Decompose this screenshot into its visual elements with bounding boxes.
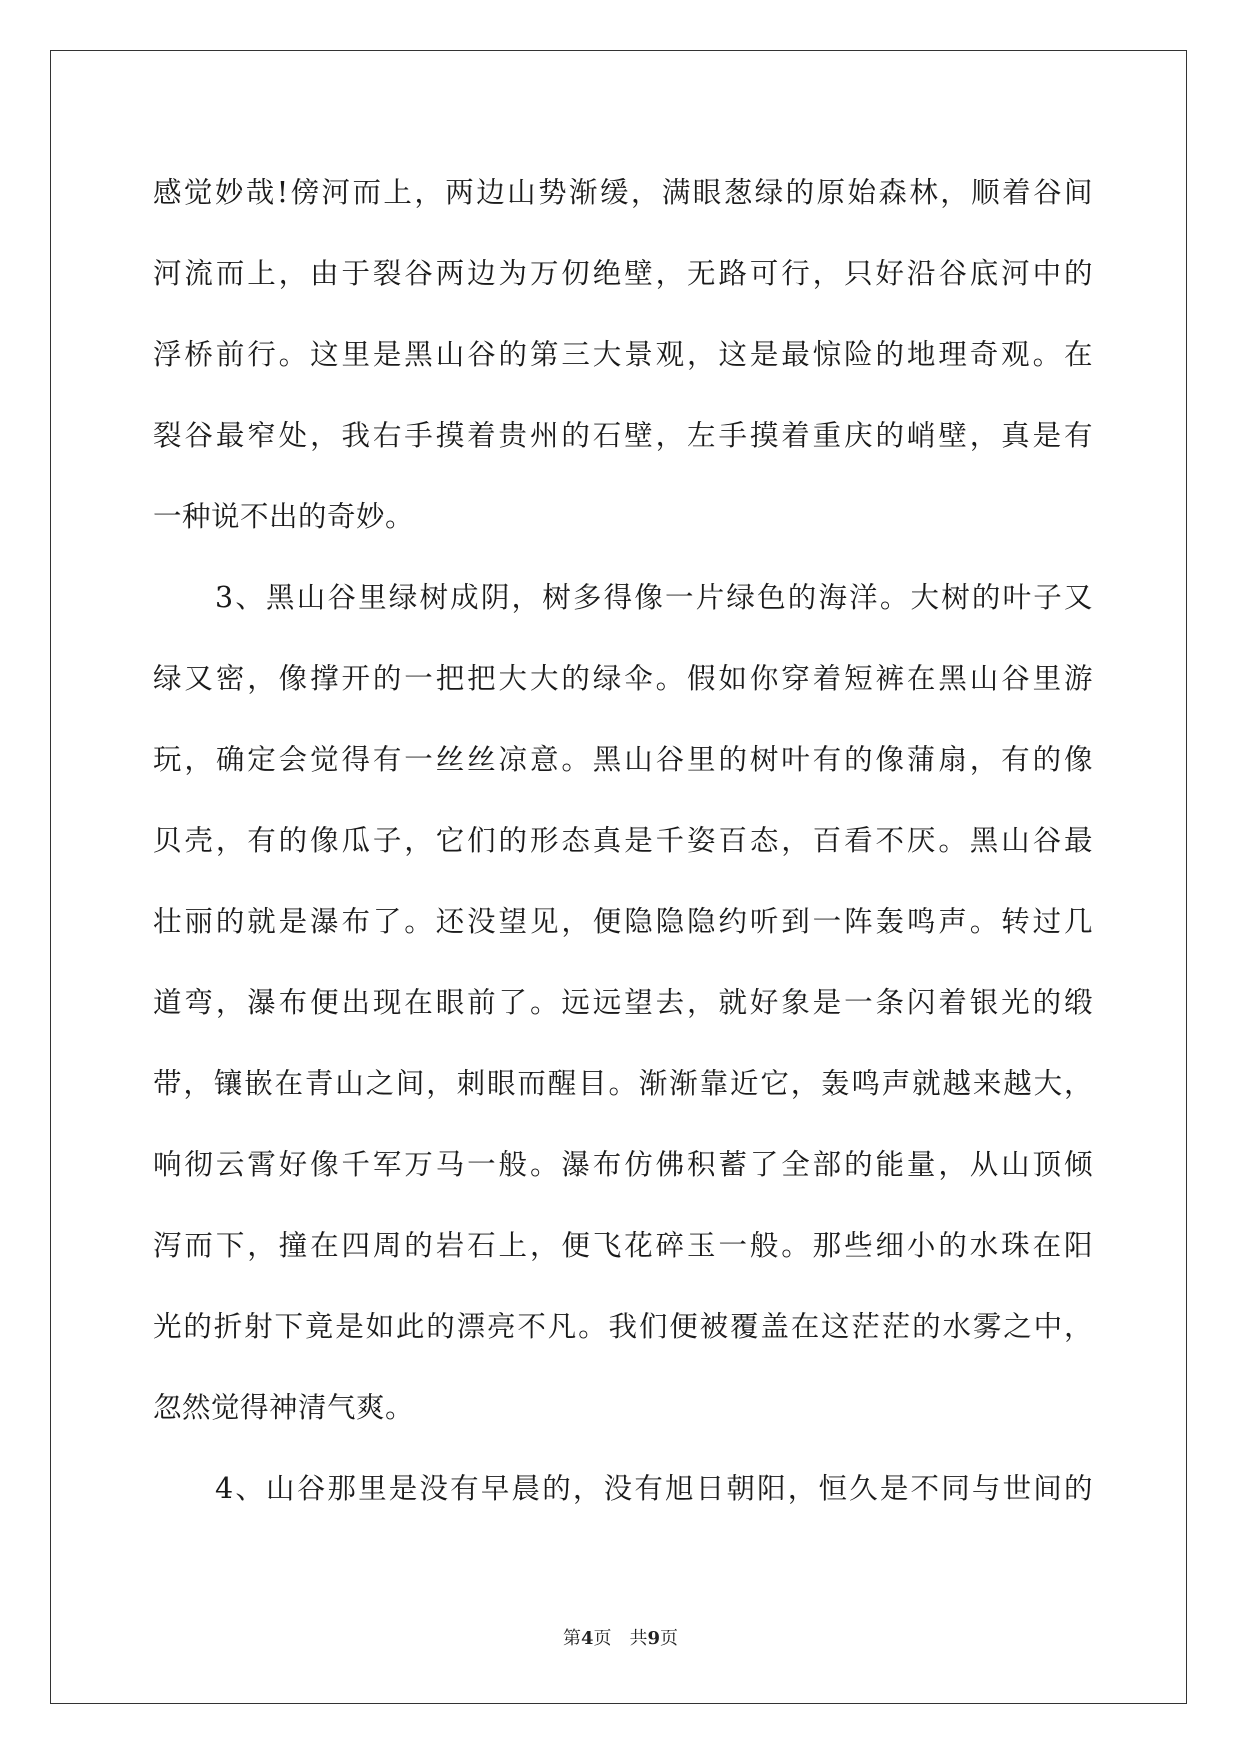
page-suffix: 页	[593, 1628, 612, 1649]
total-prefix: 共	[629, 1628, 648, 1649]
text-line: 绿又密，像撑开的一把把大大的绿伞。假如你穿着短裤在黑山谷里游	[153, 662, 1093, 695]
paragraph-start-line: 4、山谷那里是没有早晨的，没有旭日朝阳，恒久是不同与世间的	[215, 1472, 1093, 1505]
text-line: 响彻云霄好像千军万马一般。瀑布仿佛积蓄了全部的能量，从山顶倾	[153, 1148, 1093, 1181]
text-line: 感觉妙哉!傍河而上，两边山势渐缓，满眼葱绿的原始森林，顺着谷间	[153, 176, 1093, 209]
text-line: 泻而下，撞在四周的岩石上，便飞花碎玉一般。那些细小的水珠在阳	[153, 1229, 1093, 1262]
text-line: 浮桥前行。这里是黑山谷的第三大景观，这是最惊险的地理奇观。在	[153, 338, 1093, 371]
text-line: 壮丽的就是瀑布了。还没望见，便隐隐隐约听到一阵轰鸣声。转过几	[153, 905, 1093, 938]
text-line: 带，镶嵌在青山之间，刺眼而醒目。渐渐靠近它，轰鸣声就越来越大，	[153, 1067, 1093, 1100]
text-line: 道弯，瀑布便出现在眼前了。远远望去，就好象是一条闪着银光的缎	[153, 986, 1093, 1019]
text-line: 贝壳，有的像瓜子，它们的形态真是千姿百态，百看不厌。黑山谷最	[153, 824, 1093, 857]
text-line: 忽然觉得神清气爽。	[153, 1391, 415, 1424]
text-line: 玩，确定会觉得有一丝丝凉意。黑山谷里的树叶有的像蒲扇，有的像	[153, 743, 1093, 776]
text-line: 裂谷最窄处，我右手摸着贵州的石壁，左手摸着重庆的峭壁，真是有	[153, 419, 1093, 452]
paragraph-start-line: 3、黑山谷里绿树成阴，树多得像一片绿色的海洋。大树的叶子又	[215, 581, 1093, 614]
page-prefix: 第	[562, 1628, 581, 1649]
body-text	[153, 152, 1093, 1529]
total-pages: 9	[647, 1628, 661, 1649]
text-line: 光的折射下竟是如此的漂亮不凡。我们便被覆盖在这茫茫的水雾之中，	[153, 1310, 1093, 1343]
total-suffix: 页	[660, 1628, 679, 1649]
text-line: 一种说不出的奇妙。	[153, 500, 415, 533]
text-line: 河流而上，由于裂谷两边为万仞绝壁，无路可行，只好沿谷底河中的	[153, 257, 1093, 290]
page-number: 4	[580, 1628, 594, 1649]
page-footer	[0, 1624, 1241, 1650]
